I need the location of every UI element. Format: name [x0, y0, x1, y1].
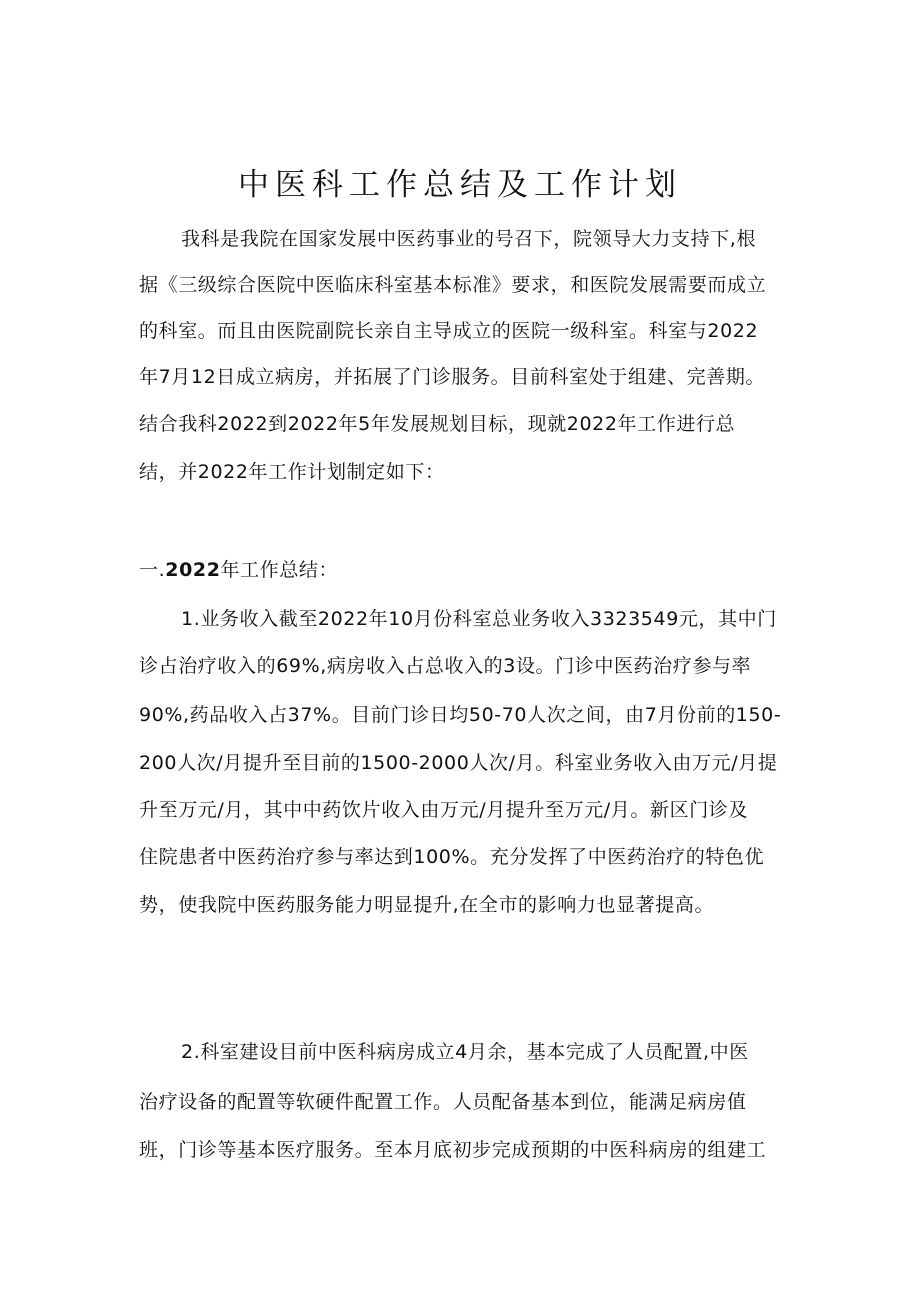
- intro-line: 结，并2022年工作计划制定如下：: [139, 461, 445, 483]
- item2-line: 2.科室建设目前中医科病房成立4月余，基本完成了人员配置,中医: [181, 1041, 749, 1063]
- item1-line: 住院患者中医药治疗参与率达到100%。充分发挥了中医药治疗的特色优: [139, 846, 765, 868]
- item1-line: 势，使我院中医药服务能力明显提升,在全市的影响力也显著提高。: [139, 894, 715, 916]
- item1-line: 90%,药品收入占37%。目前门诊日均50-70人次之间，由7月份前的150-: [139, 704, 782, 726]
- item2-line: 班，门诊等基本医疗服务。至本月底初步完成预期的中医科病房的组建工: [139, 1139, 767, 1161]
- document-title: 中医科工作总结及工作计划: [238, 167, 682, 203]
- intro-line: 据《三级综合医院中医临床科室基本标准》要求，和医院发展需要而成立: [139, 274, 767, 296]
- intro-line: 的科室。而且由医院副院长亲自主导成立的医院一级科室。科室与2022: [139, 320, 759, 342]
- section-heading-text: 年工作总结：: [220, 559, 339, 581]
- intro-line: 年7月12日成立病房，并拓展了门诊服务。目前科室处于组建、完善期。: [139, 366, 766, 388]
- item1-line: 1.业务收入截至2022年10月份科室总业务收入3323549元，其中门: [181, 608, 777, 630]
- item1-line: 诊占治疗收入的69%,病房收入占总收入的3设。门诊中医药治疗参与率: [139, 655, 752, 677]
- section-year: 2022: [165, 559, 221, 581]
- section-number: 一.: [139, 559, 166, 581]
- item1-line: 升至万元/月，其中中药饮片收入由万元/月提升至万元/月。新区门诊及: [139, 799, 749, 821]
- intro-line: 我科是我院在国家发展中医药事业的号召下，院领导大力支持下,根: [181, 228, 757, 250]
- item1-line: 200人次/月提升至目前的1500-2000人次/月。科室业务收入由万元/月提: [139, 752, 778, 774]
- intro-line: 结合我科2022到2022年5年发展规划目标，现就2022年工作进行总: [139, 413, 736, 435]
- item2-line: 治疗设备的配置等软硬件配置工作。人员配备基本到位，能满足病房值: [139, 1091, 747, 1113]
- section-heading: [139, 555, 338, 585]
